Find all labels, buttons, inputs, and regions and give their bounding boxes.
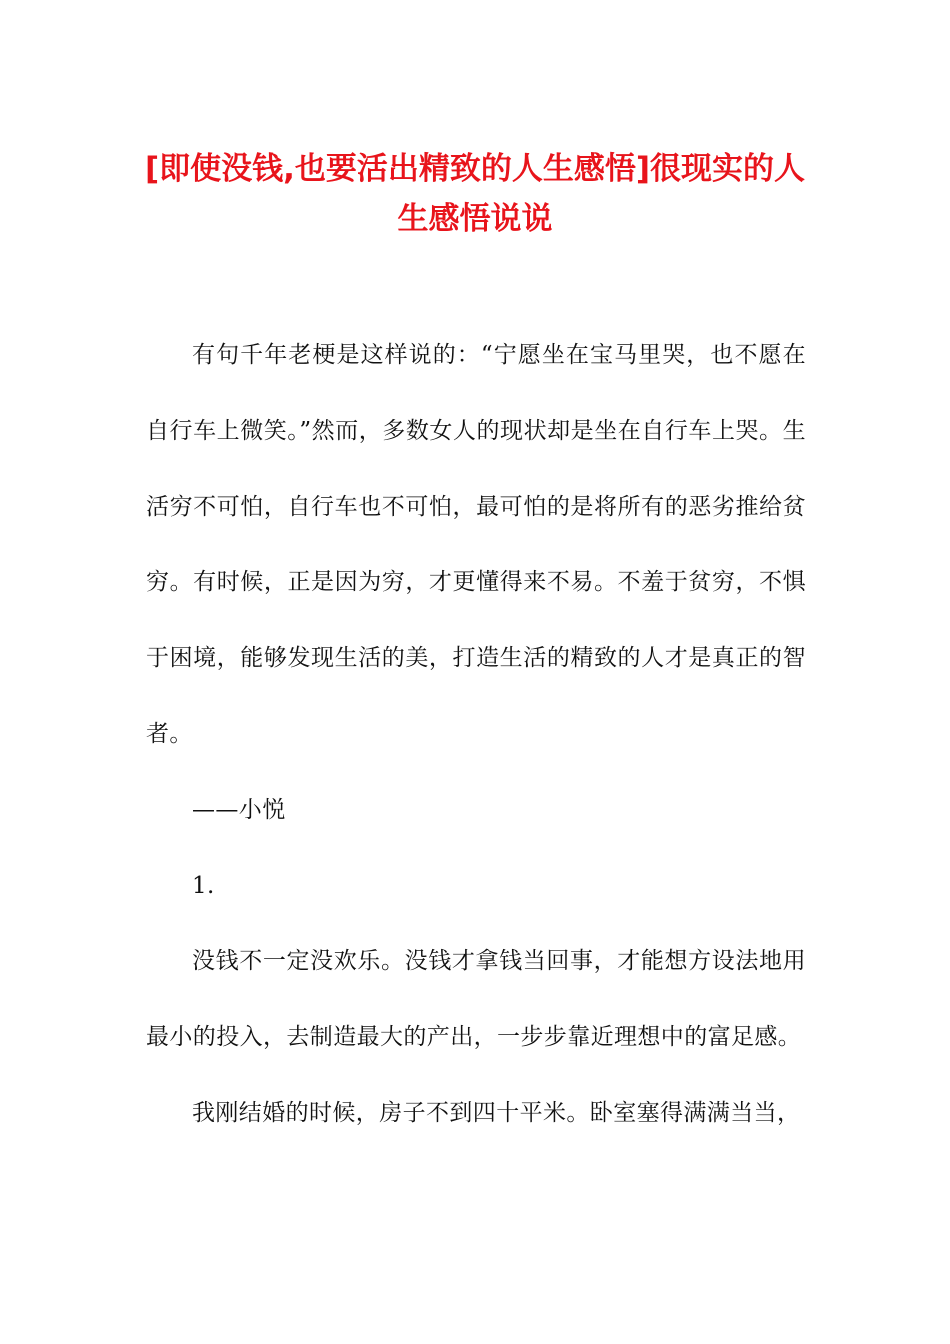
paragraph-intro: 有句千年老梗是这样说的：“宁愿坐在宝马里哭，也不愿在自行车上微笑。”然而，多数女人的现状却是坐在自行车上哭。生活穷不可怕，自行车也不可怕，最可怕的是将所有的恶劣推给贫穷。有时候，正是因为穷，才更懂得来不易。不羞于贫穷，不惧于困境，能够发现生活的美，打造生活的精致的人才是真正的智者。 bbox=[146, 342, 806, 747]
paragraph-marriage: 我刚结婚的时候，房子不到四十平米。卧室塞得满满当当， bbox=[192, 1099, 801, 1126]
document-title: [即使没钱,也要活出精致的人生感悟]很现实的人生感悟说说 bbox=[144, 151, 806, 237]
paragraph-section-1: 没钱不一定没欢乐。没钱才拿钱当回事，才能想方设法地用最小的投入，去制造最大的产出，一步步靠近理想中的富足感。 bbox=[146, 948, 806, 1051]
paragraph-attribution: ——小悦 bbox=[192, 796, 286, 823]
section-number: 1. bbox=[192, 872, 215, 899]
document-body bbox=[146, 318, 806, 1152]
